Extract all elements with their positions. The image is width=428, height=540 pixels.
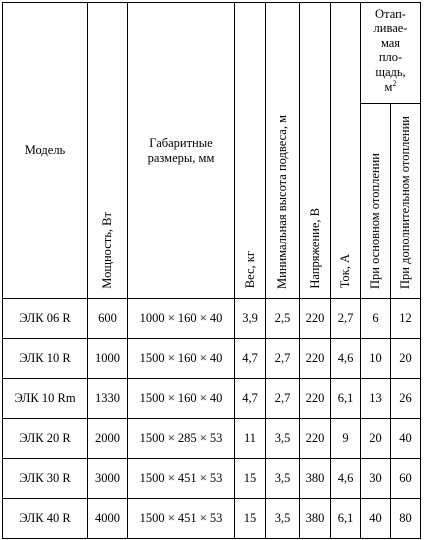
cell-weight: 4,7 [235, 339, 266, 379]
cell-model: ЭЛК 10 R [3, 339, 88, 379]
cell-voltage: 220 [300, 299, 331, 339]
cell-min-height: 3,5 [266, 459, 300, 499]
cell-weight: 11 [235, 419, 266, 459]
cell-voltage: 220 [300, 379, 331, 419]
header-area-unit-sup: 2 [392, 78, 397, 88]
cell-weight: 3,9 [235, 299, 266, 339]
table-row [3, 379, 421, 419]
table-row [3, 419, 421, 459]
cell-model: ЭЛК 10 Rm [3, 379, 88, 419]
cell-model: ЭЛК 20 R [3, 419, 88, 459]
header-area-line: щадь, [375, 64, 406, 79]
cell-current: 4,6 [331, 339, 361, 379]
header-area-line: пло- [378, 50, 403, 65]
cell-power: 2000 [88, 419, 128, 459]
cell-area-additional: 60 [391, 459, 421, 499]
cell-dimensions: 1500 × 451 × 53 [128, 459, 235, 499]
table-row [3, 459, 421, 499]
header-dimensions-line2: размеры, мм [147, 150, 215, 165]
header-area-main: При основном отоплении [361, 104, 391, 299]
cell-area-main: 40 [361, 499, 391, 539]
cell-voltage: 220 [300, 339, 331, 379]
cell-weight: 4,7 [235, 379, 266, 419]
cell-area-additional: 12 [391, 299, 421, 339]
cell-power: 600 [88, 299, 128, 339]
cell-power: 4000 [88, 499, 128, 539]
cell-dimensions: 1500 × 160 × 40 [128, 379, 235, 419]
cell-area-main: 20 [361, 419, 391, 459]
header-area-additional: При дополнительном отоплении [391, 104, 421, 299]
cell-area-main: 10 [361, 339, 391, 379]
header-area [361, 3, 421, 104]
cell-min-height: 2,7 [266, 339, 300, 379]
cell-voltage: 380 [300, 459, 331, 499]
table-row [3, 339, 421, 379]
cell-area-main: 30 [361, 459, 391, 499]
cell-area-additional: 80 [391, 499, 421, 539]
cell-current: 9 [331, 419, 361, 459]
header-area-line: мая [380, 35, 401, 50]
cell-model: ЭЛК 06 R [3, 299, 88, 339]
cell-dimensions: 1500 × 160 × 40 [128, 339, 235, 379]
cell-model: ЭЛК 40 R [3, 499, 88, 539]
cell-dimensions: 1000 × 160 × 40 [128, 299, 235, 339]
cell-model: ЭЛК 30 R [3, 459, 88, 499]
header-dimensions [128, 3, 235, 299]
cell-current: 4,6 [331, 459, 361, 499]
cell-power: 1000 [88, 339, 128, 379]
cell-voltage: 220 [300, 419, 331, 459]
cell-dimensions: 1500 × 285 × 53 [128, 419, 235, 459]
table-row [3, 299, 421, 339]
cell-area-main: 13 [361, 379, 391, 419]
specs-table [2, 2, 421, 539]
cell-power: 3000 [88, 459, 128, 499]
header-model: Модель [3, 3, 88, 299]
header-weight: Вес, кг [235, 3, 266, 299]
header-voltage: Напряжение, В [300, 3, 331, 299]
header-min-height: Минимальная высота подвеса, м [266, 3, 300, 299]
header-area-line: Отап- [375, 7, 406, 21]
header-power: Мощность, Вт [88, 3, 128, 299]
cell-area-additional: 26 [391, 379, 421, 419]
cell-current: 6,1 [331, 379, 361, 419]
cell-area-additional: 40 [391, 419, 421, 459]
header-current: Ток, А [331, 3, 361, 299]
cell-min-height: 3,5 [266, 499, 300, 539]
cell-current: 6,1 [331, 499, 361, 539]
cell-min-height: 2,5 [266, 299, 300, 339]
cell-voltage: 380 [300, 499, 331, 539]
header-dimensions-line1: Габаритные [149, 136, 213, 151]
cell-min-height: 2,7 [266, 379, 300, 419]
cell-power: 1330 [88, 379, 128, 419]
cell-current: 2,7 [331, 299, 361, 339]
cell-dimensions: 1500 × 451 × 53 [128, 499, 235, 539]
cell-weight: 15 [235, 459, 266, 499]
cell-weight: 15 [235, 499, 266, 539]
header-area-line: ливае- [373, 21, 408, 36]
cell-area-main: 6 [361, 299, 391, 339]
cell-min-height: 3,5 [266, 419, 300, 459]
header-area-unit: м [384, 80, 393, 95]
table-row [3, 499, 421, 539]
cell-area-additional: 20 [391, 339, 421, 379]
